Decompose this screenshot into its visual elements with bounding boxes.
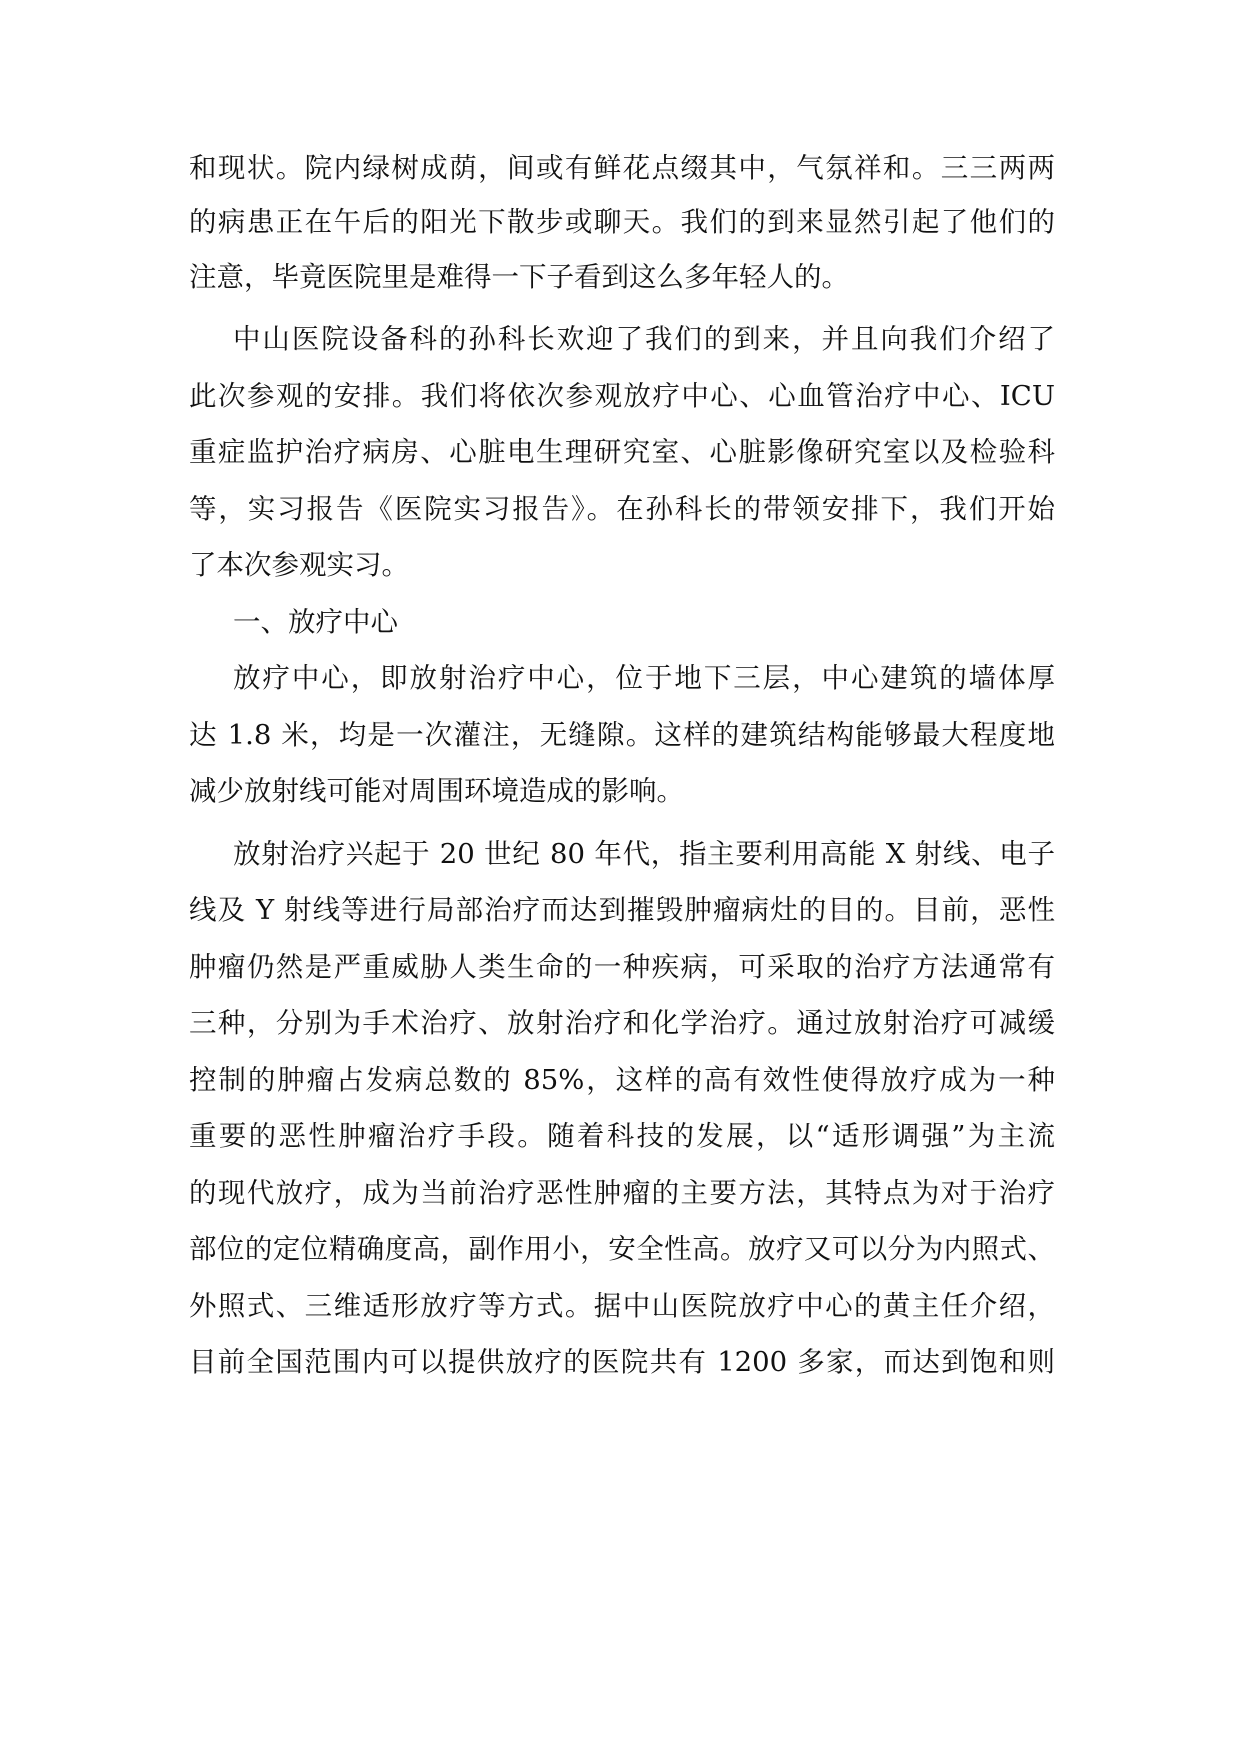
text-line: 放疗中心，即放射治疗中心，位于地下三层，中心建筑的墙体厚	[233, 662, 1055, 694]
text-line: 此次参观的安排。我们将依次参观放疗中心、心血管治疗中心、ICU	[189, 380, 1055, 412]
text-line: 重症监护治疗病房、心脏电生理研究室、心脏影像研究室以及检验科	[189, 436, 1055, 468]
text-line: 放射治疗兴起于 20 世纪 80 年代，指主要利用高能 X 射线、电子	[233, 838, 1055, 870]
text-line: 控制的肿瘤占发病总数的 85%，这样的高有效性使得放疗成为一种	[189, 1064, 1055, 1096]
text-line: 线及 Y 射线等进行局部治疗而达到摧毁肿瘤病灶的目的。目前，恶性	[189, 894, 1055, 926]
section-heading: 一、放疗中心	[233, 606, 398, 638]
text-line: 等，实习报告《医院实习报告》。在孙科长的带领安排下，我们开始	[189, 493, 1055, 525]
text-line: 肿瘤仍然是严重威胁人类生命的一种疾病，可采取的治疗方法通常有	[189, 951, 1055, 983]
text-line: 部位的定位精确度高，副作用小，安全性高。放疗又可以分为内照式、	[189, 1233, 1055, 1265]
text-line: 了本次参观实习。	[189, 549, 409, 581]
text-line: 减少放射线可能对周围环境造成的影响。	[189, 775, 684, 807]
text-line: 重要的恶性肿瘤治疗手段。随着科技的发展，以“适形调强”为主流	[189, 1120, 1055, 1152]
text-line: 的病患正在午后的阳光下散步或聊天。我们的到来显然引起了他们的	[189, 206, 1055, 238]
text-line: 外照式、三维适形放疗等方式。据中山医院放疗中心的黄主任介绍，	[189, 1290, 1055, 1322]
text-line: 三种，分别为手术治疗、放射治疗和化学治疗。通过放射治疗可减缓	[189, 1007, 1055, 1039]
text-line: 的现代放疗，成为当前治疗恶性肿瘤的主要方法，其特点为对于治疗	[189, 1177, 1055, 1209]
text-line: 达 1.8 米，均是一次灌注，无缝隙。这样的建筑结构能够最大程度地	[189, 719, 1055, 751]
text-line: 中山医院设备科的孙科长欢迎了我们的到来，并且向我们介绍了	[233, 323, 1055, 355]
text-line: 目前全国范围内可以提供放疗的医院共有 1200 多家，而达到饱和则	[189, 1346, 1055, 1378]
text-line: 注意，毕竟医院里是难得一下子看到这么多年轻人的。	[189, 261, 849, 293]
text-line: 和现状。院内绿树成荫，间或有鲜花点缀其中，气氛祥和。三三两两	[189, 152, 1055, 184]
